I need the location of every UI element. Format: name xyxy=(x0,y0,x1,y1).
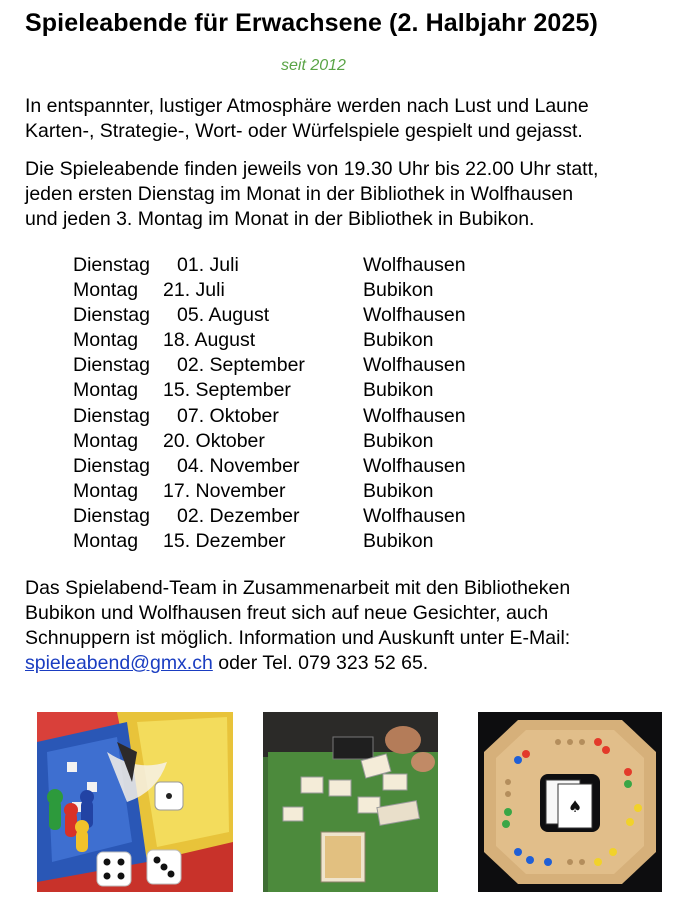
schedule-place: Bubikon xyxy=(363,379,434,402)
schedule-date: 18. August xyxy=(163,329,256,352)
schedule-day: Montag xyxy=(73,379,139,402)
schedule-day: Dienstag xyxy=(73,254,150,276)
schedule-place: Bubikon xyxy=(363,329,434,352)
board-game-photo xyxy=(37,712,233,892)
page-title: Spieleabende für Erwachsene (2. Halbjahr 2025) xyxy=(25,9,598,37)
intro-line: In entspannter, lustiger Atmosphäre werden nach Lust und Laune xyxy=(25,95,589,117)
times-paragraph xyxy=(25,157,598,232)
closing-line: Das Spielabend-Team in Zusammenarbeit mit den Bibliotheken xyxy=(25,577,571,599)
since-tagline: seit 2012 xyxy=(281,57,346,74)
schedule-date: 17. November xyxy=(163,479,286,502)
schedule-day: Dienstag xyxy=(73,404,150,427)
schedule-day: Montag xyxy=(73,329,139,352)
intro-paragraph xyxy=(25,94,589,144)
contact-line xyxy=(25,651,570,676)
schedule-place: Wolfhausen xyxy=(363,504,466,527)
schedule-place: Wolfhausen xyxy=(363,454,466,477)
schedule-place: Bubikon xyxy=(363,530,434,553)
schedule-day: Montag xyxy=(73,479,139,502)
phone-text: oder Tel. 079 323 52 65. xyxy=(212,652,429,674)
schedule-place: Wolfhausen xyxy=(363,254,466,276)
schedule-place: Wolfhausen xyxy=(363,304,466,327)
schedule-day: Dienstag xyxy=(73,504,150,527)
times-line: Die Spieleabende finden jeweils von 19.30 Uhr bis 22.00 Uhr statt, xyxy=(25,158,599,180)
schedule-date: 05. August xyxy=(177,304,270,327)
schedule-date: 21. Juli xyxy=(163,279,225,302)
schedule-date: 15. Dezember xyxy=(163,530,286,553)
times-line: jeden ersten Dienstag im Monat in der Bibliothek in Wolfhausen xyxy=(25,183,574,205)
schedule-place: Wolfhausen xyxy=(363,354,466,377)
schedule-date: 04. November xyxy=(177,454,300,477)
schedule-date: 07. Oktober xyxy=(177,404,279,427)
schedule-date: 20. Oktober xyxy=(163,429,265,452)
schedule-date: 02. September xyxy=(177,354,305,377)
schedule-day: Dienstag xyxy=(73,354,150,377)
schedule-day: Montag xyxy=(73,429,139,452)
schedule-place: Bubikon xyxy=(363,429,434,452)
schedule-day: Montag xyxy=(73,530,139,553)
schedule-place: Bubikon xyxy=(363,279,434,302)
marble-board-photo xyxy=(478,712,662,892)
schedule-date: 02. Dezember xyxy=(177,504,300,527)
intro-line: Karten-, Strategie-, Wort- oder Würfelspiele gespielt und gejasst. xyxy=(25,120,583,142)
svg-text:♠: ♠ xyxy=(567,797,583,816)
schedule-date: 01. Juli xyxy=(177,254,239,276)
closing-line: Schnuppern ist möglich. Information und Auskunft unter E-Mail: xyxy=(25,627,571,649)
closing-line: Bubikon und Wolfhausen freut sich auf neue Gesichter, auch xyxy=(25,602,549,624)
schedule-place: Wolfhausen xyxy=(363,404,466,427)
schedule-day: Montag xyxy=(73,279,139,302)
times-line: und jeden 3. Montag im Monat in der Bibliothek in Bubikon. xyxy=(25,208,535,230)
closing-paragraph xyxy=(25,576,570,676)
card-game-photo xyxy=(263,712,438,892)
schedule-date: 15. September xyxy=(163,379,291,402)
schedule-place: Bubikon xyxy=(363,479,434,502)
schedule-day: Dienstag xyxy=(73,454,150,477)
email-link[interactable]: spieleabend@gmx.ch xyxy=(25,652,213,674)
schedule-day: Dienstag xyxy=(73,304,150,327)
